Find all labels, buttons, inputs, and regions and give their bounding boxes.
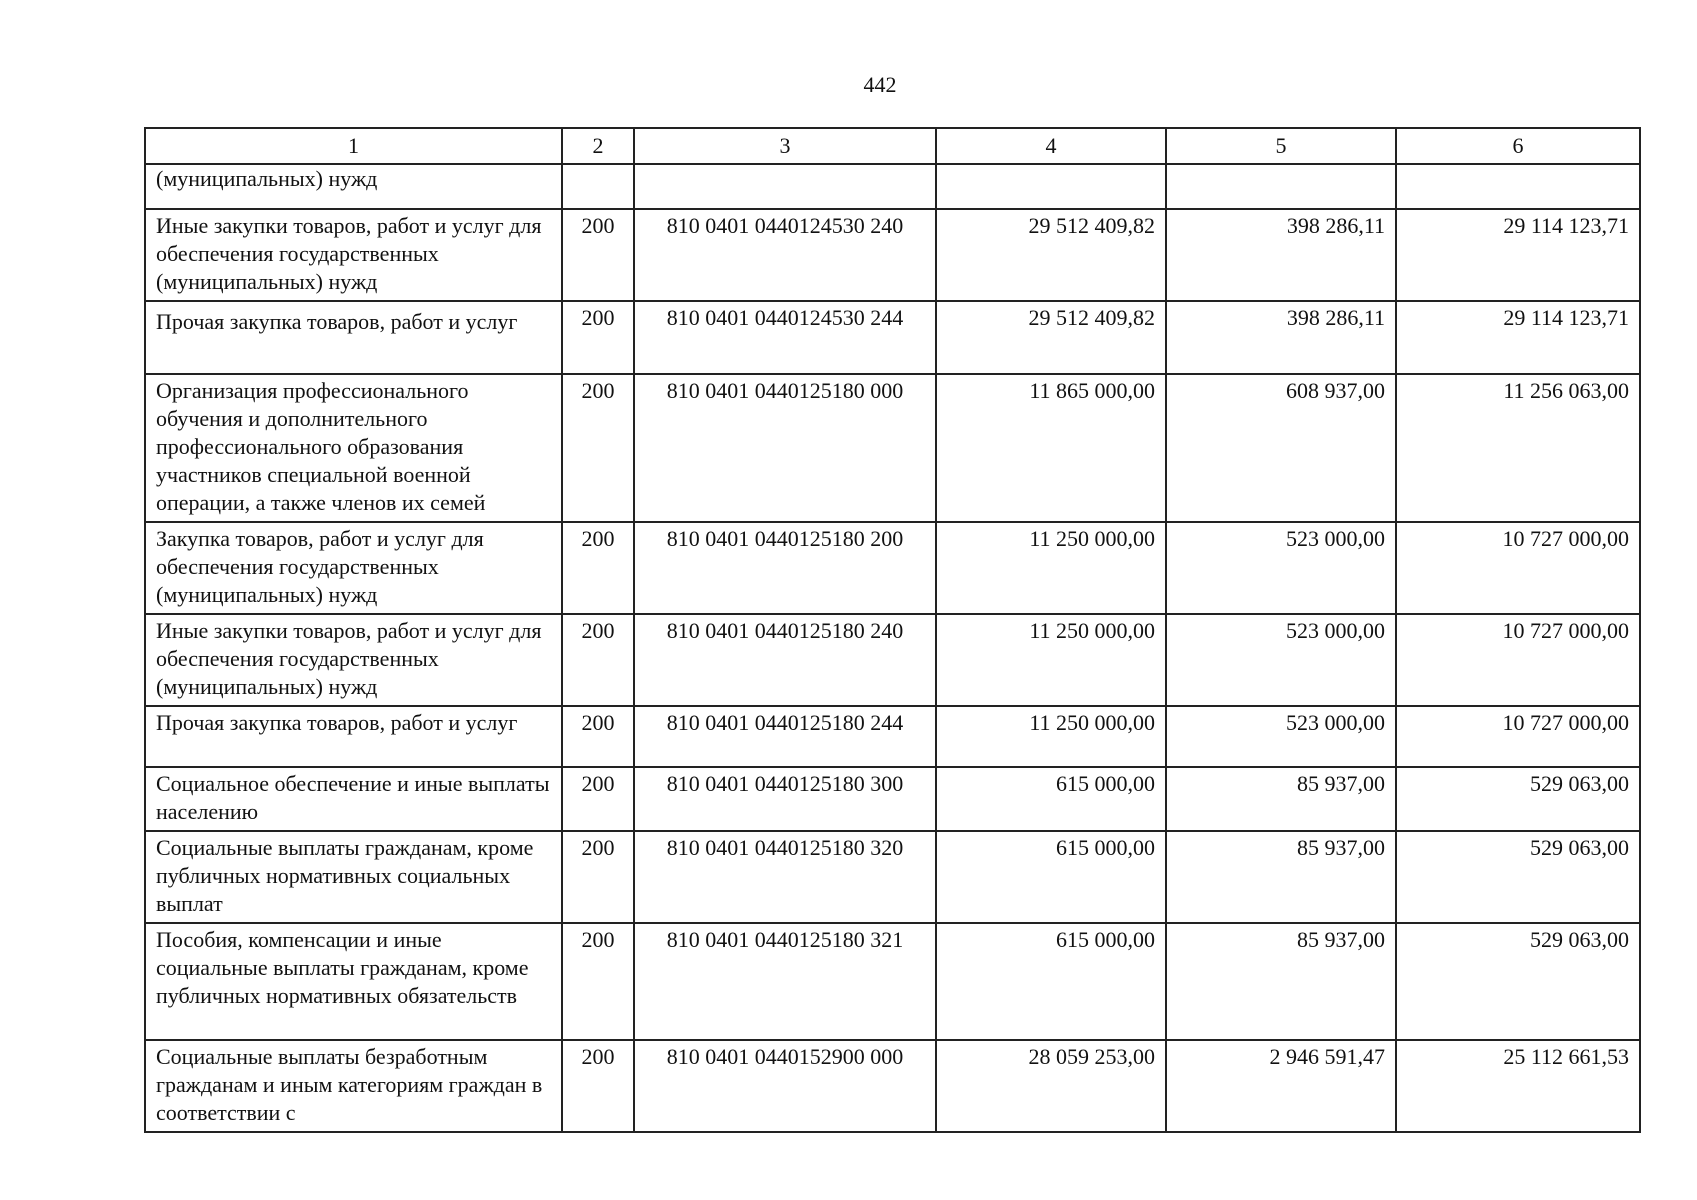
row-code: 200 — [562, 522, 634, 614]
row-code — [562, 164, 634, 209]
row-col6: 29 114 123,71 — [1396, 209, 1640, 301]
table-row — [145, 831, 1640, 923]
row-code: 200 — [562, 831, 634, 923]
row-classification: 810 0401 0440125180 321 — [634, 923, 936, 1040]
row-name: Иные закупки товаров, работ и услуг для обеспечения государственных (муниципальных) нужд — [145, 614, 562, 706]
row-col5: 85 937,00 — [1166, 831, 1396, 923]
row-classification: 810 0401 0440125180 200 — [634, 522, 936, 614]
row-classification: 810 0401 0440124530 244 — [634, 301, 936, 374]
row-col5: 398 286,11 — [1166, 209, 1396, 301]
row-col6 — [1396, 164, 1640, 209]
row-col5: 398 286,11 — [1166, 301, 1396, 374]
row-col4: 28 059 253,00 — [936, 1040, 1166, 1132]
row-name: Социальные выплаты безработным гражданам и иным категориям граждан в соответствии с — [145, 1040, 562, 1132]
table-row — [145, 301, 1640, 374]
row-code: 200 — [562, 209, 634, 301]
row-name: Иные закупки товаров, работ и услуг для обеспечения государственных (муниципальных) нужд — [145, 209, 562, 301]
row-col4: 615 000,00 — [936, 831, 1166, 923]
row-code: 200 — [562, 614, 634, 706]
row-name: Социальные выплаты гражданам, кроме публичных нормативных социальных выплат — [145, 831, 562, 923]
row-code: 200 — [562, 706, 634, 767]
row-col6: 529 063,00 — [1396, 923, 1640, 1040]
row-name: Прочая закупка товаров, работ и услуг — [145, 301, 562, 374]
row-col5: 608 937,00 — [1166, 374, 1396, 522]
row-col6: 29 114 123,71 — [1396, 301, 1640, 374]
row-code: 200 — [562, 923, 634, 1040]
table-row — [145, 374, 1640, 522]
row-classification: 810 0401 0440125180 244 — [634, 706, 936, 767]
header-col-6: 6 — [1396, 128, 1640, 164]
table-row — [145, 1040, 1640, 1132]
header-col-4: 4 — [936, 128, 1166, 164]
row-col5: 523 000,00 — [1166, 614, 1396, 706]
row-classification: 810 0401 0440125180 000 — [634, 374, 936, 522]
row-code: 200 — [562, 1040, 634, 1132]
row-col4: 615 000,00 — [936, 767, 1166, 831]
table-header — [145, 128, 1640, 164]
row-name: (муниципальных) нужд — [145, 164, 562, 209]
row-classification: 810 0401 0440125180 240 — [634, 614, 936, 706]
row-col4: 29 512 409,82 — [936, 209, 1166, 301]
row-code: 200 — [562, 767, 634, 831]
row-code: 200 — [562, 301, 634, 374]
row-name: Организация профессионального обучения и дополнительного профессионального образования участников специальной военной операции, а также членов их семей — [145, 374, 562, 522]
row-col4: 29 512 409,82 — [936, 301, 1166, 374]
table-row — [145, 164, 1640, 209]
table-row — [145, 767, 1640, 831]
page-number: 442 — [863, 72, 897, 97]
row-classification: 810 0401 0440124530 240 — [634, 209, 936, 301]
row-col4: 11 250 000,00 — [936, 522, 1166, 614]
row-col5: 523 000,00 — [1166, 522, 1396, 614]
budget-table — [144, 127, 1641, 1133]
row-col4: 11 250 000,00 — [936, 614, 1166, 706]
header-col-2: 2 — [562, 128, 634, 164]
row-col4: 11 865 000,00 — [936, 374, 1166, 522]
table-row — [145, 614, 1640, 706]
row-col4: 615 000,00 — [936, 923, 1166, 1040]
row-col4: 11 250 000,00 — [936, 706, 1166, 767]
row-col5: 2 946 591,47 — [1166, 1040, 1396, 1132]
row-name: Социальное обеспечение и иные выплаты населению — [145, 767, 562, 831]
row-code: 200 — [562, 374, 634, 522]
row-col5 — [1166, 164, 1396, 209]
row-col6: 529 063,00 — [1396, 767, 1640, 831]
row-col6: 10 727 000,00 — [1396, 614, 1640, 706]
header-row — [145, 128, 1640, 164]
row-col6: 529 063,00 — [1396, 831, 1640, 923]
row-classification: 810 0401 0440125180 320 — [634, 831, 936, 923]
row-col6: 11 256 063,00 — [1396, 374, 1640, 522]
row-name: Закупка товаров, работ и услуг для обеспечения государственных (муниципальных) нужд — [145, 522, 562, 614]
row-classification: 810 0401 0440152900 000 — [634, 1040, 936, 1132]
table-row — [145, 522, 1640, 614]
table-row — [145, 209, 1640, 301]
table-body — [145, 164, 1640, 1132]
row-name: Прочая закупка товаров, работ и услуг — [145, 706, 562, 767]
row-col5: 85 937,00 — [1166, 923, 1396, 1040]
header-col-5: 5 — [1166, 128, 1396, 164]
row-classification: 810 0401 0440125180 300 — [634, 767, 936, 831]
row-col6: 25 112 661,53 — [1396, 1040, 1640, 1132]
header-col-1: 1 — [145, 128, 562, 164]
row-col6: 10 727 000,00 — [1396, 706, 1640, 767]
header-col-3: 3 — [634, 128, 936, 164]
row-col6: 10 727 000,00 — [1396, 522, 1640, 614]
row-name: Пособия, компенсации и иные социальные выплаты гражданам, кроме публичных нормативных обязательств — [145, 923, 562, 1040]
table-row — [145, 923, 1640, 1040]
table-row — [145, 706, 1640, 767]
row-col5: 85 937,00 — [1166, 767, 1396, 831]
row-col5: 523 000,00 — [1166, 706, 1396, 767]
row-col4 — [936, 164, 1166, 209]
row-classification — [634, 164, 936, 209]
